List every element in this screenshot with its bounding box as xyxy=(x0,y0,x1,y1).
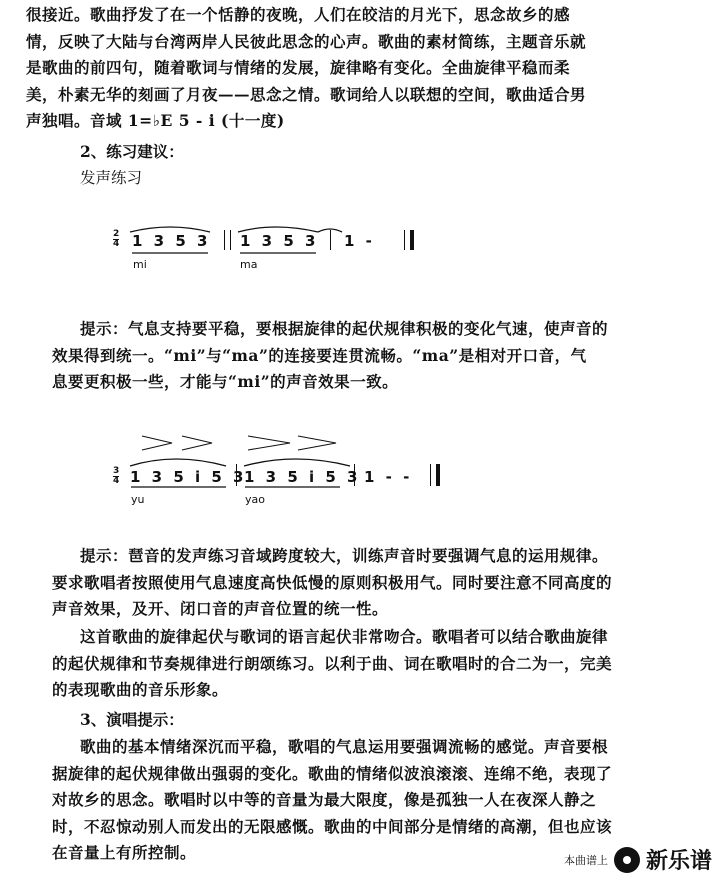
para-line: 在音量上有所控制。 xyxy=(52,843,197,862)
crescendo-mark xyxy=(248,436,290,450)
intro-line: 声独唱。音域 1=♭E 5 - i (十一度) xyxy=(26,111,285,130)
tip-line: 提示：琶音的发声练习音域跨度较大，训练声音时要强调气息的运用规律。 xyxy=(80,546,609,565)
melody-paragraph xyxy=(52,624,712,704)
tip-line: 提示：气息支持要平稳，要根据旋律的起伏规律积极的变化气速，使声音的 xyxy=(80,319,609,338)
para-line: 这首歌曲的旋律起伏与歌词的语言起伏非常吻合。歌唱者可以结合歌曲旋律 xyxy=(80,627,609,646)
para-line: 的表现歌曲的音乐形象。 xyxy=(52,680,229,699)
measure: 1 - xyxy=(344,232,375,250)
tip-line: 息要更积极一些，才能与“mi”的声音效果一致。 xyxy=(52,372,399,391)
crescendo-mark xyxy=(142,436,172,450)
time-sig-top: 2 xyxy=(113,229,120,239)
syllable: yao xyxy=(245,493,265,506)
para-line: 对故乡的思念。歌唱时以中等的音量为最大限度，像是孤独一人在夜深人静之 xyxy=(52,790,597,809)
intro-line: 情，反映了大陆与台湾两岸人民彼此思念的心声。歌曲的素材简练，主题音乐就 xyxy=(26,31,587,51)
watermark-brand: 新乐谱 xyxy=(645,849,712,874)
section-3-heading: 3、演唱提示： xyxy=(80,710,184,729)
disc-logo-icon xyxy=(614,847,640,873)
intro-line: 很接近。歌曲抒发了在一个恬静的夜晚，人们在皎洁的月光下，思念故乡的感 xyxy=(26,5,571,24)
syllable: yu xyxy=(131,493,145,506)
bar-line xyxy=(236,464,237,486)
intro-line: 美，朴素无华的刻画了月夜——思念之情。歌词给人以联想的空间，歌曲适合男 xyxy=(26,84,587,104)
time-sig-bottom: 4 xyxy=(113,476,120,486)
syllable: ma xyxy=(240,258,258,271)
intro-line: 是歌曲的前四句，随着歌词与情绪的发展，旋律略有变化。全曲旋律平稳而柔 xyxy=(26,58,571,77)
tip-line: 声音效果，及开、闭口音的声音位置的统一性。 xyxy=(52,599,389,618)
slur-mark xyxy=(244,459,350,466)
section-2-heading: 2、练习建议： xyxy=(80,142,184,161)
para-line: 据旋律的起伏规律做出强弱的变化。歌曲的情绪似波浪滚滚、连绵不绝，表现了 xyxy=(52,763,613,783)
measure: 1 3 5 i 5 3 xyxy=(244,468,361,486)
watermark-small-text: 本曲谱上 xyxy=(563,853,608,867)
syllable: mi xyxy=(133,258,147,271)
decrescendo-mark xyxy=(298,436,336,450)
bar-line xyxy=(354,464,355,486)
vocal-exercise-subheading: 发声练习 xyxy=(80,169,143,187)
tip-line: 要求歌唱者按照使用气息速度高快低慢的原则积极用气。同时要注意不同高度的 xyxy=(52,572,613,592)
para-line: 的起伏规律和节奏规律进行朗颂练习。以利于曲、词在歌唱时的合二为一，完美 xyxy=(52,653,613,673)
measure: 1 - - xyxy=(364,468,413,486)
slur-mark xyxy=(130,459,226,466)
time-signature xyxy=(113,467,119,486)
measure: 1 3 5 3 xyxy=(240,232,319,250)
para-line: 时，不忍惊动别人而发出的无限感慨。歌曲的中间部分是情绪的高潮，但也应该 xyxy=(52,816,613,836)
time-sig-top: 3 xyxy=(113,466,120,476)
measure: 1 3 5 3 xyxy=(132,232,211,250)
decrescendo-mark xyxy=(182,436,212,450)
para-line: 歌曲的基本情绪深沉而平稳，歌唱的气息运用要强调流畅的感觉。声音要根 xyxy=(80,737,609,756)
time-sig-bottom: 4 xyxy=(113,239,120,249)
measure: 1 3 5 i 5 3 xyxy=(130,468,247,486)
tip-2-paragraph xyxy=(52,543,712,623)
final-bar-line xyxy=(436,464,440,486)
bar-line xyxy=(430,464,431,486)
watermark xyxy=(564,844,712,875)
tip-line: 效果得到统一。“mi”与“ma”的连接要连贯流畅。“ma”是相对开口音，气 xyxy=(52,345,587,365)
